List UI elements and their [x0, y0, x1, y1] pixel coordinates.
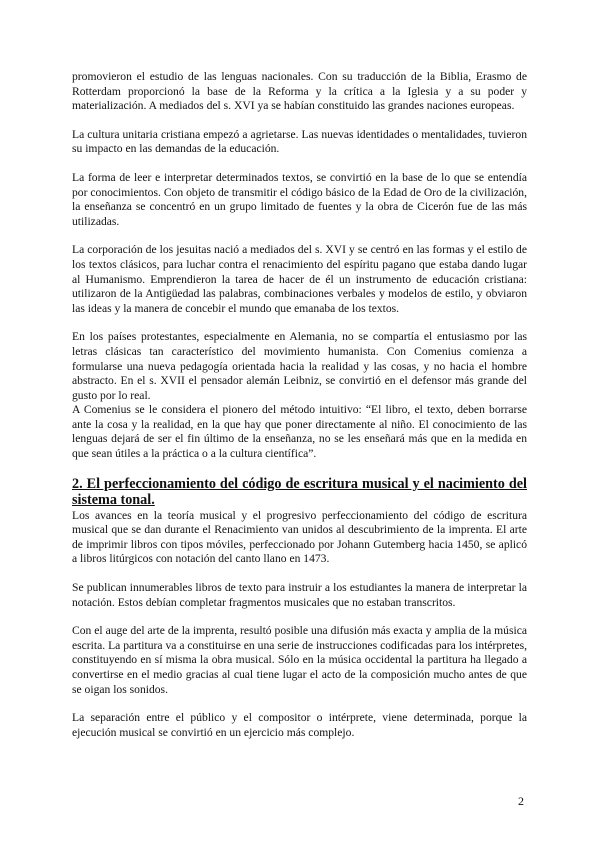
paragraph-forma-de-leer: La forma de leer e interpretar determinados textos, se convirtió en la base de lo que se entendía por conocimientos. Con objeto de transmitir el código básico de la Edad de Oro de la civilización, la enseñanza se concentró en un grupo limitado de fuentes y la obra de Cicerón fue de las más utilizadas.: [72, 170, 527, 228]
paragraph-paises-protestantes: En los países protestantes, especialmente en Alemania, no se compartía el entusiasmo por las letras clásicas tan característico del movimiento humanista. Con Comenius comienza a formularse una nueva pedagogía orientada hacia la realidad y las cosas, y no hacia el hombre abstracto. En el s. XVII el pensador alemán Leibniz, se convirtió en el defensor más grande del gusto por lo real.: [72, 330, 527, 402]
paragraph-teoria-musical: Los avances en la teoría musical y el progresivo perfeccionamiento del código de escritura musical que se dan durante el Renacimiento van unidos al descubrimiento de la imprenta. El arte de imprimir libros con tipos móviles, perfeccionado por Johann Gutemberg hacia 1450, se aplicó a libros litúrgicos con notación del canto llano en 1473.: [72, 508, 527, 566]
page-number: 2: [518, 794, 524, 808]
paragraph-lenguas-nacionales: promovieron el estudio de las lenguas nacionales. Con su traducción de la Biblia, Erasmo de Rotterdam proporcionó la base de la Reforma y la crítica a la Iglesia y a su poder y materialización. A mediados del s. XVI ya se habían constituido las grandes naciones europeas.: [72, 70, 527, 113]
paragraph-comenius: A Comenius se le considera el pionero del método intuitivo: “El libro, el texto, deben borrarse ante la cosa y la realidad, en la que hay que poner directamente al niño. El conocimiento de las lenguas dejará de ser el fin último de la enseñanza, no se les enseñará más que en la medida en que sean útiles a la práctica o a la cultura científica”.: [72, 403, 527, 461]
section-heading: 2. El perfeccionamiento del código de escritura musical y el nacimiento del sistema tonal.: [72, 475, 527, 509]
paragraph-jesuitas: La corporación de los jesuitas nació a mediados del s. XVI y se centró en las formas y el estilo de los textos clásicos, para luchar contra el renacimiento del espíritu pagano que estaba dando lugar al Humanismo. Emprendieron la tarea de hacer de él un instrumento de educación cristiana: utilizaron de la Antigüedad las palabras, combinaciones verbales y modelos de estilo, y obviaron las ideas y la manera de concebir el mundo que emanaba de los textos.: [72, 243, 527, 315]
page-body: [72, 70, 527, 754]
paragraph-cultura-cristiana: La cultura unitaria cristiana empezó a agrietarse. Las nuevas identidades o mentalidades, tuvieron su impacto en las demandas de la educación.: [72, 127, 527, 156]
paragraph-imprenta: Con el auge del arte de la imprenta, resultó posible una difusión más exacta y amplia de la música escrita. La partitura va a constituirse en una serie de instrucciones codificadas para los intérpretes, constituyendo en sí misma la obra musical. Sólo en la música occidental la partitura ha llegado a convertirse en el medio gracias al cual tiene lugar el acto de la composición mucho antes de que se oigan los sonidos.: [72, 624, 527, 696]
paragraph-separacion-publico: La separación entre el público y el compositor o intérprete, viene determinada, porque la ejecución musical se convirtió en un ejercicio más complejo.: [72, 711, 527, 739]
paragraph-libros-de-texto: Se publican innumerables libros de texto para instruir a los estudiantes la manera de interpretar la notación. Estos debían completar fragmentos musicales que no estaban transcritos.: [72, 581, 527, 609]
